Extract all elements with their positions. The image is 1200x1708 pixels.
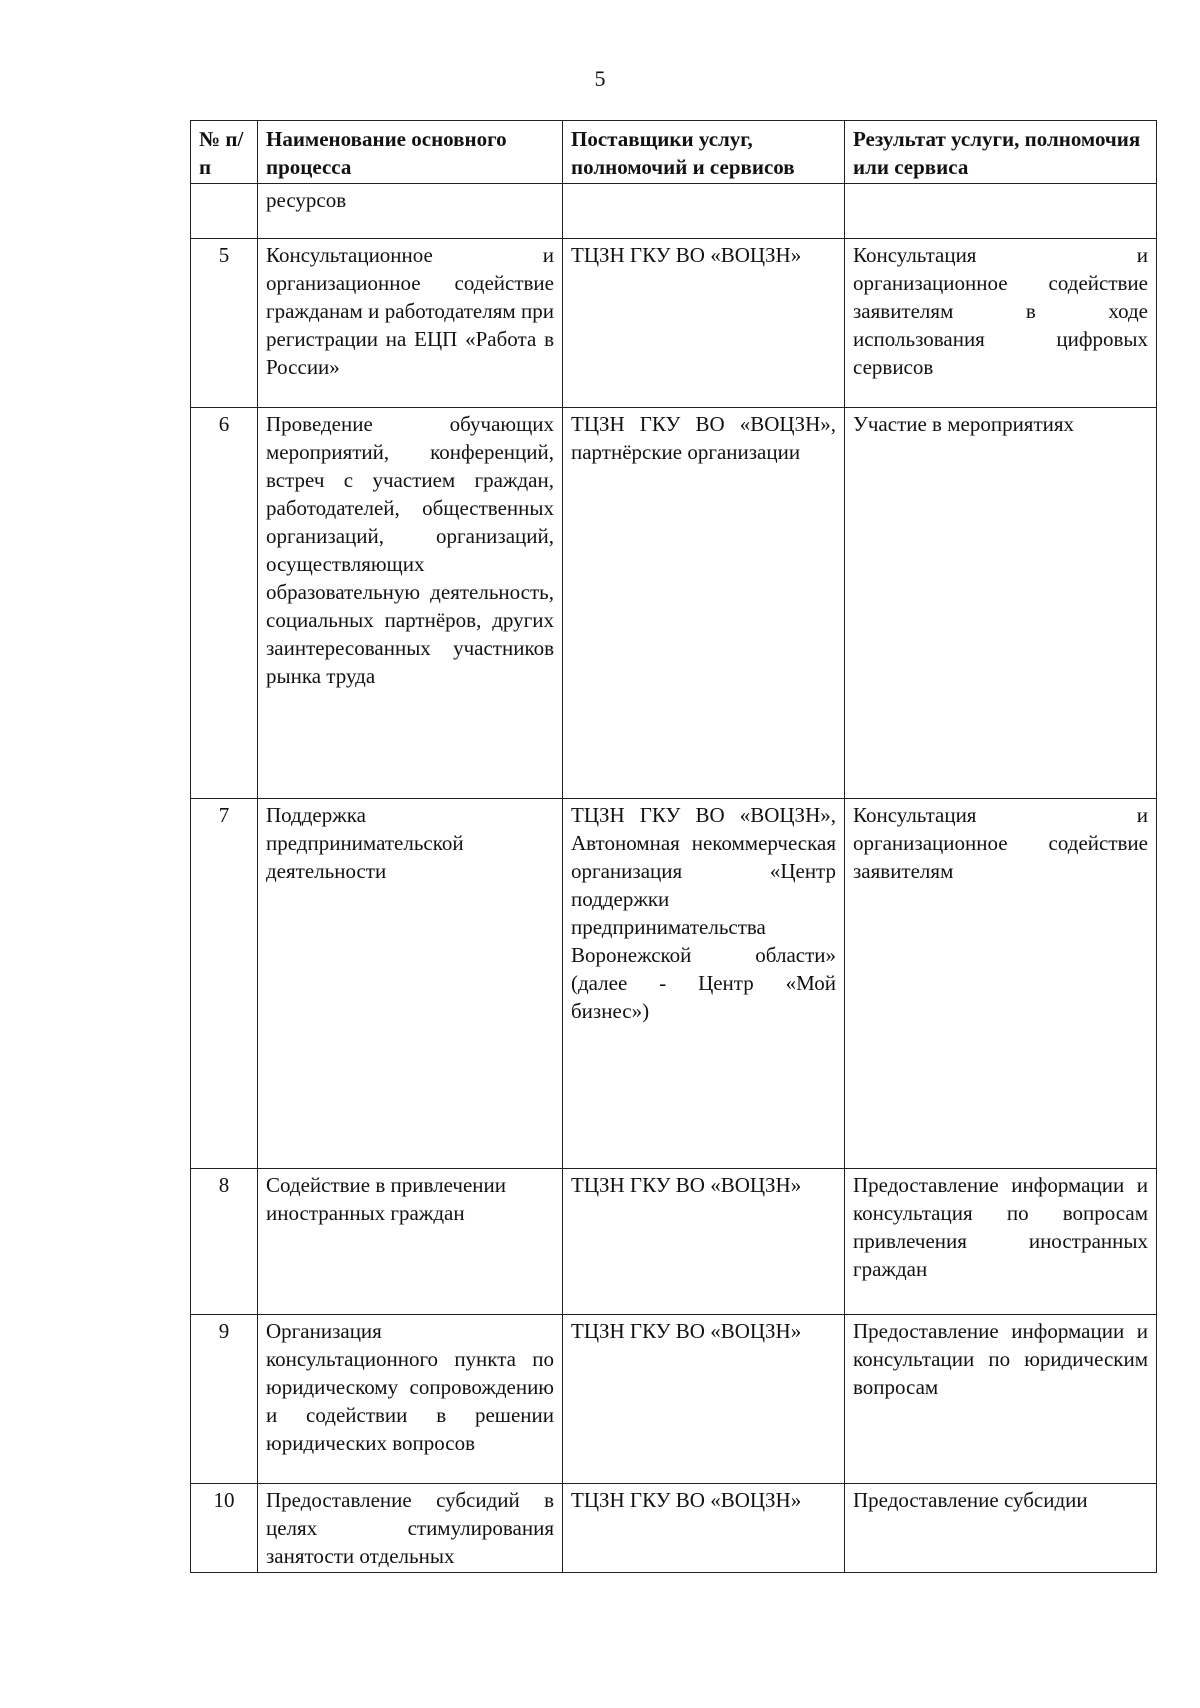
table-row xyxy=(191,239,1157,408)
header-result: Результат услуги, полномочия или сервиса xyxy=(845,121,1157,184)
cell-suppliers: ТЦЗН ГКУ ВО «ВОЦЗН», Автономная некоммерческая организация «Центр поддержки предпринимательства Воронежской области» (далее - Центр «Мой бизнес») xyxy=(563,799,845,1169)
cell-process: Содействие в привлечении иностранных граждан xyxy=(258,1169,563,1315)
header-suppliers: Поставщики услуг, полномочий и сервисов xyxy=(563,121,845,184)
table-header-row xyxy=(191,121,1157,184)
cell-process: Консультационное и организационное содействие гражданам и работодателям при регистрации на ЕЦП «Работа в России» xyxy=(258,239,563,408)
cell-number: 8 xyxy=(191,1169,258,1315)
cell-number: 5 xyxy=(191,239,258,408)
page-number: 5 xyxy=(594,66,606,91)
cell-process: ресурсов xyxy=(258,184,563,239)
table-row-continuation xyxy=(191,184,1157,239)
process-table xyxy=(190,120,1157,1573)
cell-number: 10 xyxy=(191,1484,258,1573)
cell-result: Предоставление субсидии xyxy=(845,1484,1157,1573)
cell-suppliers xyxy=(563,184,845,239)
cell-suppliers: ТЦЗН ГКУ ВО «ВОЦЗН» xyxy=(563,1484,845,1573)
cell-process: Организация консультационного пункта по юридическому сопровождению и содействии в решении юридических вопросов xyxy=(258,1315,563,1484)
cell-process: Поддержка предпринимательской деятельности xyxy=(258,799,563,1169)
cell-process: Предоставление субсидий в целях стимулирования занятости отдельных xyxy=(258,1484,563,1573)
cell-result: Предоставление информации и консультации по юридическим вопросам xyxy=(845,1315,1157,1484)
cell-number: 6 xyxy=(191,408,258,799)
cell-result xyxy=(845,184,1157,239)
cell-result: Консультация и организационное содействие заявителям в ходе использования цифровых сервисов xyxy=(845,239,1157,408)
cell-suppliers: ТЦЗН ГКУ ВО «ВОЦЗН», партнёрские организации xyxy=(563,408,845,799)
table-row xyxy=(191,1484,1157,1573)
table-row xyxy=(191,1169,1157,1315)
cell-process: Проведение обучающих мероприятий, конференций, встреч с участием граждан, работодателей, общественных организаций, организаций, осуществляющих образовательную деятельность, социальных партнёров, других заинтересованных участников рынка труда xyxy=(258,408,563,799)
cell-result: Предоставление информации и консультация по вопросам привлечения иностранных граждан xyxy=(845,1169,1157,1315)
cell-result: Участие в мероприятиях xyxy=(845,408,1157,799)
cell-number: 9 xyxy=(191,1315,258,1484)
table-row xyxy=(191,408,1157,799)
cell-suppliers: ТЦЗН ГКУ ВО «ВОЦЗН» xyxy=(563,239,845,408)
cell-number: 7 xyxy=(191,799,258,1169)
table-row xyxy=(191,1315,1157,1484)
cell-result: Консультация и организационное содействие заявителям xyxy=(845,799,1157,1169)
header-number: № п/п xyxy=(191,121,258,184)
cell-suppliers: ТЦЗН ГКУ ВО «ВОЦЗН» xyxy=(563,1169,845,1315)
table-row xyxy=(191,799,1157,1169)
cell-suppliers: ТЦЗН ГКУ ВО «ВОЦЗН» xyxy=(563,1315,845,1484)
cell-number xyxy=(191,184,258,239)
header-process: Наименование основного процесса xyxy=(258,121,563,184)
